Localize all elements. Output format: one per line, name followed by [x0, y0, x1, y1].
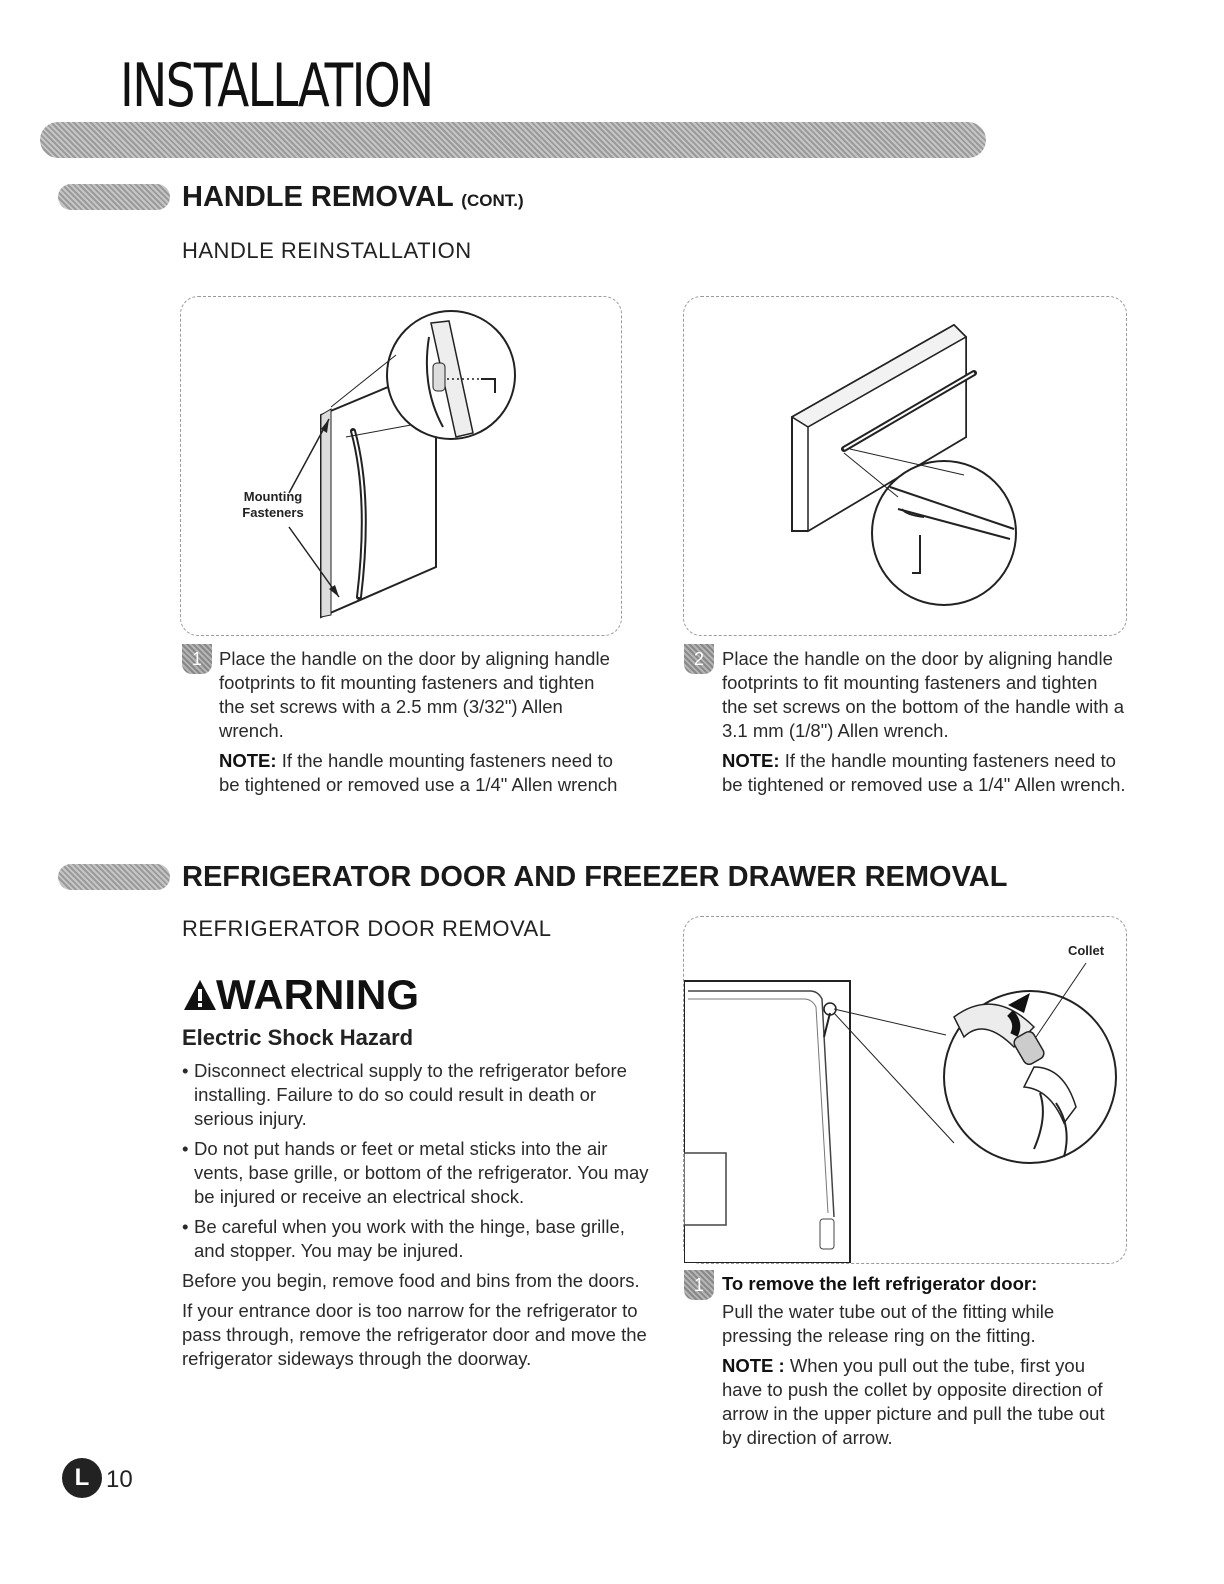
warning-title: WARNING [216, 971, 419, 1018]
note-label: NOTE : [722, 1355, 785, 1376]
handle-step-2-instruction: Place the handle on the door by aligning handle footprints to fit mounting fasteners and tighten the set screws on the bottom of the handle with a 3.1 mm (1/8") Allen wrench. [722, 648, 1125, 741]
handle-figure-2 [683, 296, 1127, 636]
warning-bullet: • Do not put hands or feet or metal sticks into the air vents, base grille, or bottom of the refrigerator. You may be injured or receive an electrical shock. [182, 1137, 652, 1209]
handle-step-1-instruction: Place the handle on the door by aligning handle footprints to fit mounting fasteners and tighten the set screws with a 2.5 mm (3/32") Allen wrench. [219, 648, 610, 741]
door-step-1-instruction: Pull the water tube out of the fitting while pressing the release ring on the fitting. [722, 1301, 1055, 1346]
intro-paragraph: If your entrance door is too narrow for the refrigerator to pass through, remove the refrigerator door and move the refrigerator sideways through the doorway. [182, 1300, 647, 1369]
title-bar-decoration [40, 122, 986, 158]
handle-step-2-text [722, 647, 1128, 797]
step-2-badge: 2 [684, 644, 714, 674]
section-marker-pill [58, 184, 170, 210]
handle-step-2-note [722, 749, 1128, 797]
note-text: When you pull out the tube, first you have to push the collet by opposite direction of arrow in the upper picture and pull the tube out by direction of arrow. [722, 1355, 1105, 1448]
door-step-1-text [722, 1272, 1128, 1450]
door-step-1-note [722, 1354, 1128, 1450]
mounting-fasteners-callout: Mounting Fasteners [242, 489, 304, 520]
handle-step-1-note [219, 749, 621, 797]
intro-paragraph: Before you begin, remove food and bins from the doors. [182, 1270, 640, 1291]
collet-callout: Collet [1067, 943, 1105, 958]
handle-section-title: HANDLE REMOVAL [182, 181, 454, 213]
handle-figure-1 [180, 296, 622, 636]
step-1-badge: 1 [684, 1270, 714, 1300]
handle-section-heading [182, 183, 524, 212]
water-tube-illustration [684, 917, 1126, 1263]
note-label: NOTE: [219, 750, 277, 771]
page-title: INSTALLATION [120, 51, 433, 121]
warning-bullet: • Disconnect electrical supply to the refrigerator before installing. Failure to do so could result in death or serious injury. [182, 1059, 652, 1131]
section-marker-pill [58, 864, 170, 890]
warning-bullet-list [182, 1059, 652, 1263]
door-removal-subtitle: REFRIGERATOR DOOR REMOVAL [182, 916, 552, 941]
page-number: 10 [106, 1466, 133, 1493]
handle-section-title-suffix: (CONT.) [461, 191, 524, 210]
electric-shock-hazard: Electric Shock Hazard [182, 1025, 414, 1050]
note-text: If the handle mounting fasteners need to be tightened or removed use a 1/4" Allen wrench [219, 750, 618, 795]
handle-step-1-text [219, 647, 621, 797]
brand-logo: L [62, 1458, 102, 1498]
note-label: NOTE: [722, 750, 780, 771]
warning-bullet: • Be careful when you work with the hinge, base grille, and stopper. You may be injured. [182, 1215, 652, 1263]
warning-text [182, 1059, 652, 1371]
door-figure-1 [683, 916, 1127, 1264]
note-text: If the handle mounting fasteners need to be tightened or removed use a 1/4" Allen wrench. [722, 750, 1126, 795]
step-1-badge: 1 [182, 644, 212, 674]
warning-triangle-icon [182, 978, 218, 1012]
door-handle-illustration-1 [181, 297, 621, 635]
drawer-handle-illustration-2 [684, 297, 1126, 635]
door-section-title: REFRIGERATOR DOOR AND FREEZER DRAWER REMOVAL [182, 861, 1008, 893]
handle-reinstallation-subtitle: HANDLE REINSTALLATION [182, 238, 472, 263]
door-step-1-heading: To remove the left refrigerator door: [722, 1273, 1038, 1294]
